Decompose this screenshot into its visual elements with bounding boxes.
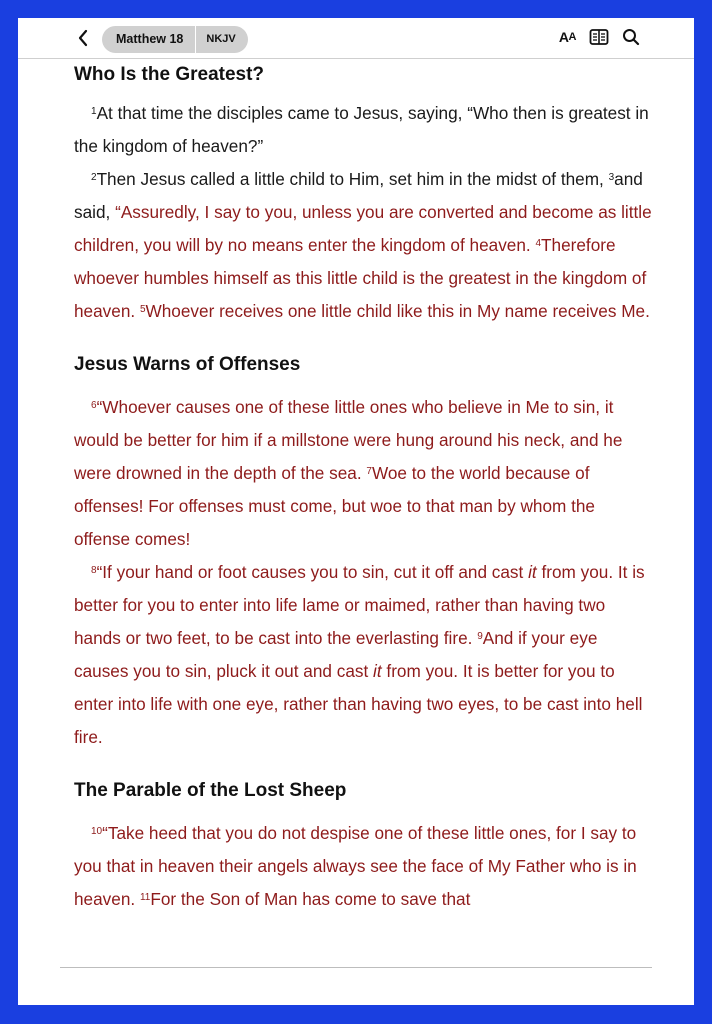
verse-paragraph bbox=[74, 556, 654, 754]
reader-window bbox=[18, 18, 694, 1005]
words-of-christ: it bbox=[373, 661, 382, 681]
words-of-christ: from you. It is better for you to enter into life with one eye, rather than having two eyes, to be cast into hell fire. bbox=[74, 661, 643, 747]
top-toolbar bbox=[18, 18, 694, 59]
verse-number: 11 bbox=[139, 892, 151, 903]
passage-selector bbox=[102, 26, 248, 53]
font-size-icon[interactable] bbox=[559, 29, 576, 45]
section-heading: The Parable of the Lost Sheep bbox=[74, 780, 347, 801]
words-of-christ: it bbox=[528, 562, 537, 582]
verse-number: 6 bbox=[91, 400, 97, 411]
words-of-christ: Therefore whoever humbles himself as this little child is the greatest in the kingdom of heaven. bbox=[74, 235, 647, 321]
words-of-christ: “Assuredly, I say to you, unless you are converted and become as little children, you will by no means enter the kingdom of heaven. bbox=[74, 202, 652, 255]
toolbar-icons bbox=[559, 28, 640, 46]
words-of-christ: “Take heed that you do not despise one of these little ones, for I say to you that in heaven their angels always see the face of My Father who is in heaven. bbox=[74, 823, 637, 909]
words-of-christ: Woe to the world because of offenses! For offenses must come, but woe to that man by whom the offense comes! bbox=[74, 463, 595, 549]
section-heading: Jesus Warns of Offenses bbox=[74, 354, 301, 375]
verse-number: 8 bbox=[91, 565, 97, 576]
search-icon[interactable] bbox=[622, 28, 640, 46]
verse-text: At that time the disciples came to Jesus, saying, “Who then is greatest in the kingdom of heaven?” bbox=[74, 103, 649, 156]
verse-number: 9 bbox=[477, 631, 483, 642]
verse-number: 3 bbox=[608, 172, 615, 183]
verse-paragraph bbox=[74, 391, 654, 556]
verse-paragraph bbox=[74, 163, 654, 328]
verse-number: 7 bbox=[366, 466, 372, 477]
section-heading: Who Is the Greatest? bbox=[74, 64, 265, 85]
book-chapter-button[interactable]: Matthew 18 bbox=[102, 26, 196, 53]
words-of-christ: For the Son of Man has come to save that bbox=[150, 889, 471, 909]
verse-text: Then Jesus called a little child to Him, set him in the midst of them, bbox=[96, 169, 609, 189]
words-of-christ: Whoever receives one little child like this in My name receives Me. bbox=[145, 301, 650, 321]
font-size-label-small: A bbox=[568, 31, 576, 43]
bottom-divider bbox=[60, 967, 652, 968]
font-size-label-big: A bbox=[558, 29, 569, 45]
verse-number: 2 bbox=[91, 172, 97, 183]
scripture-text bbox=[74, 58, 654, 916]
words-of-christ: from you. It is better for you to enter into life lame or maimed, rather than having two hands or two feet, to be cast into the everlasting fire. bbox=[74, 562, 645, 648]
verse-number: 4 bbox=[535, 238, 542, 249]
verse-number: 1 bbox=[91, 106, 97, 117]
words-of-christ: And if your eye causes you to sin, pluck it out and cast bbox=[74, 628, 598, 681]
version-button[interactable]: NKJV bbox=[206, 33, 236, 45]
verse-paragraph bbox=[74, 97, 654, 163]
back-chevron-icon[interactable] bbox=[74, 27, 94, 49]
words-of-christ: “If your hand or foot causes you to sin, cut it off and cast bbox=[96, 562, 529, 582]
words-of-christ: “Whoever causes one of these little ones who believe in Me to sin, it would be better for him if a millstone were hung around his neck, and he were drowned in the depth of the sea. bbox=[74, 397, 623, 483]
verse-text: and said, bbox=[74, 169, 643, 222]
verse-number: 10 bbox=[91, 826, 103, 837]
verse-number: 5 bbox=[139, 304, 146, 315]
verse-paragraph bbox=[74, 817, 654, 916]
book-icon[interactable] bbox=[589, 28, 609, 46]
